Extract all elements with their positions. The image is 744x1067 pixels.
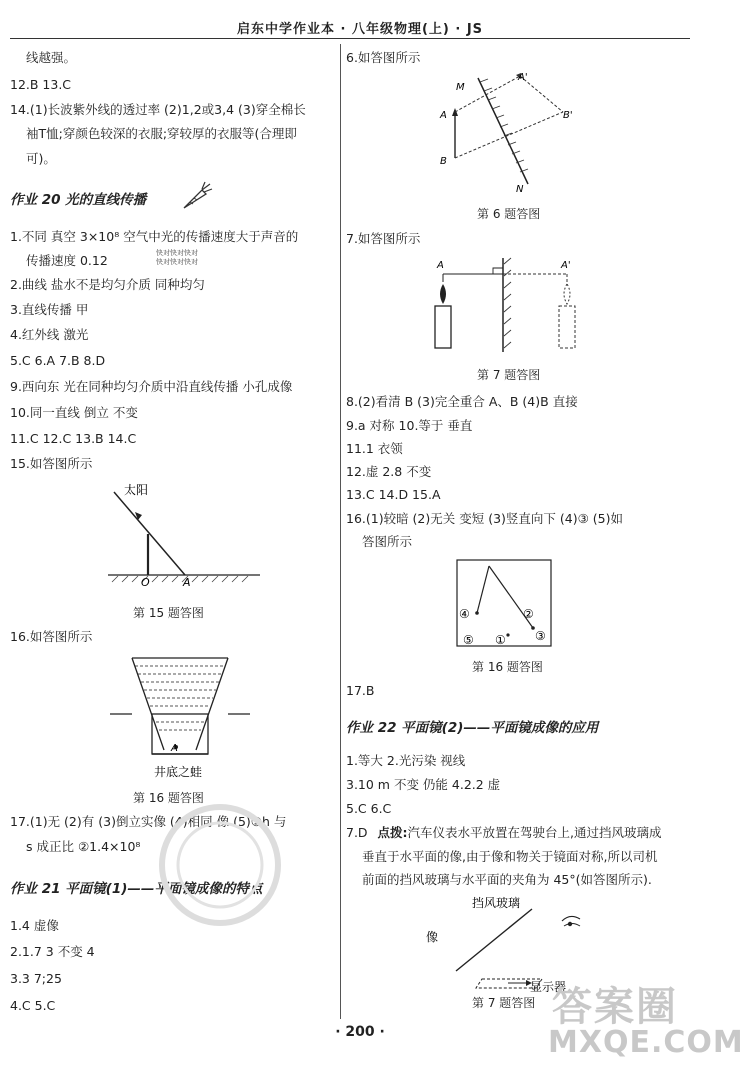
eye-icon [562,916,580,926]
figure-16-well [110,650,250,780]
answer-line: 3.3 7;25 [10,971,62,986]
answer-line: 5.C 6.C [346,801,392,816]
answer-line: 12.B 13.C [10,77,72,92]
answer-line: 15.如答图所示 [10,456,93,471]
watermark-url: MXQE.COM [548,1025,744,1060]
answer-line: 9.西向东 光在同种均匀介质中沿直线传播 小孔成像 [10,379,293,394]
figure-7-candle [425,252,595,357]
windshield-label: 挡风玻璃 [472,896,521,910]
page-header: 启东中学作业本 · 八年级物理(上) · JS [236,22,484,37]
answer-line: 10.同一直线 倒立 不变 [10,405,138,420]
answer-line: 2.1.7 3 不变 4 [10,944,95,959]
answer-line: 3.10 m 不变 仍能 4.2.2 虚 [346,777,501,792]
answer-line: 线越强。 [26,50,77,65]
section-title-21: 作业 21 平面镜(1)——平面镜成像的特点 [10,881,263,897]
answer-line: 3.直线传播 甲 [10,302,89,317]
answer-line: 4.红外线 激光 [10,327,89,342]
figure-caption: 第 7 题答图 [477,368,541,382]
answer-line: 前面的挡风玻璃与水平面的夹角为 45°(如答图所示). [362,872,652,887]
label-a-prime: A' [561,260,571,271]
answer-line [346,824,662,842]
figure-caption: 第 16 题答图 [472,660,543,674]
marker-5: ⑤ [463,633,474,647]
point-o-label: O [141,576,150,589]
answer-line: 7.如答图所示 [346,231,421,246]
marker-2: ② [523,607,534,621]
label-a: A [440,110,447,121]
answer-line: 16.(1)较暗 (2)无关 变短 (3)竖直向下 (4)③ (5)如 [346,511,623,526]
image-label: 像 [426,930,439,944]
marker-4: ④ [459,607,470,621]
marker-1: ① [495,633,506,647]
label-b-prime: B' [563,110,573,121]
tip-text: 汽车仪表水平放置在驾驶台上,通过挡风玻璃成 [407,825,662,840]
section-title-20: 作业 20 光的直线传播 [10,192,147,208]
answer-line: s 成正比 ②1.4×10⁸ [26,839,141,854]
answer-line: 4.C 5.C [10,998,56,1013]
answer-line: 1.等大 2.光污染 视线 [346,753,466,768]
page-number: · 200 · [335,1024,385,1040]
answer-line: 可)。 [26,151,56,166]
label-m: M [456,82,465,93]
label-a-prime: A' [518,72,528,83]
watermark-logo: 答案圈 [552,984,678,1030]
answer-line: 17.(1)无 (2)有 (3)倒立实像 (4)相同 像 (5)①h 与 [10,814,287,829]
point-a-label: A [171,743,178,754]
label-n: N [516,184,524,195]
display-label: 显示器 [530,980,567,994]
label-b: B [440,156,447,167]
answer-line: 6.如答图所示 [346,50,421,65]
figure-caption: 第 16 题答图 [133,791,204,805]
answer-line: 1.不同 真空 3×10⁸ 空气中光的传播速度大于声音的 [10,229,299,244]
answer-line: 11.1 衣领 [346,441,403,456]
quick-answer-sticker [156,249,198,267]
answer-line: 答图所示 [362,534,413,549]
answer-line: 11.C 12.C 13.B 14.C [10,431,137,446]
answer-line: 17.B [346,683,375,698]
question-number: 7.D [346,825,368,840]
answer-line: 1.4 虚像 [10,918,59,933]
sun-label: 太阳 [124,483,149,497]
figure-16-rays [455,558,555,650]
answer-line: 5.C 6.A 7.B 8.D [10,353,106,368]
answer-line: 16.如答图所示 [10,629,93,644]
answer-line: 垂直于水平面的像,由于像和物关于镜面对称,所以司机 [362,849,658,864]
stamp-watermark [150,795,300,935]
figure-caption: 第 6 题答图 [477,207,541,221]
figure-6-mirror [430,66,580,196]
label-a: A [437,260,444,271]
answer-line: 13.C 14.D 15.A [346,487,441,502]
figure-caption: 第 7 题答图 [472,996,536,1010]
answer-line: 传播速度 0.12 [26,253,108,268]
frog-label: 井底之蛙 [154,765,203,779]
sticker-line: 快对快对快对 [156,249,198,257]
point-a-label: A [183,576,191,589]
answer-line: 8.(2)看清 B (3)完全重合 A、B (4)B 直接 [346,394,578,409]
section-title-22: 作业 22 平面镜(2)——平面镜成像的应用 [346,720,599,736]
header-rule [10,38,690,39]
answer-line: 12.虚 2.8 不变 [346,464,432,479]
answer-line: 14.(1)长波紫外线的透过率 (2)1,2或3,4 (3)穿全棉长 [10,102,306,117]
tip-label: 点拨: [377,825,408,840]
figure-15-sunlight [100,480,260,590]
column-divider [340,44,341,1019]
sticker-line: 快对快对快对 [156,258,198,266]
marker-3: ③ [535,629,546,643]
answer-line: 袖T恤;穿颜色较深的衣服;穿较厚的衣服等(合理即 [26,126,297,141]
figure-caption: 第 15 题答图 [133,606,204,620]
answer-line: 9.a 对称 10.等于 垂直 [346,418,473,433]
answer-line: 2.曲线 盐水不是均匀介质 同种均匀 [10,277,205,292]
carrot-icon [180,180,214,212]
